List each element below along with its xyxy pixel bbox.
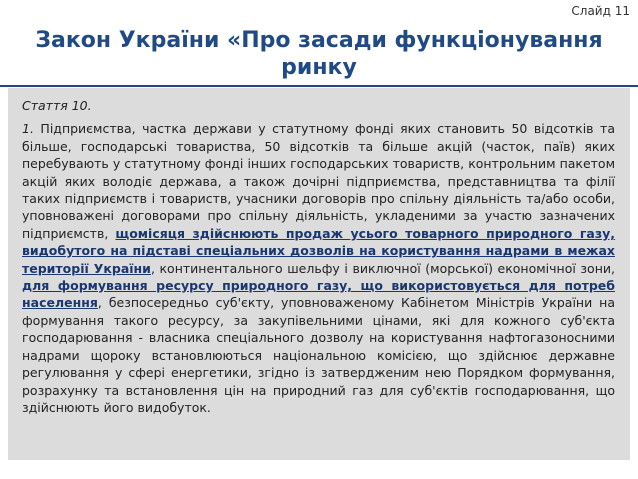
slide-number: Слайд 11 [571,4,630,18]
slide-title-line-1: Закон України «Про засади функціонування ринку [35,28,603,80]
paragraph-text-1: Підприємства, частка держави у статутному фонді яких становить 50 відсотків та більше, господарські товариства, 50 відсотків та більше акцій (часток, паїв) яких перебувають у статутному фонді інших господарських товариств, контрольним пакетом акцій яких володіє держава, а також дочірні підприємства, представництва та філії таких підприємств і товариств, учасники договорів про спільну діяльність та/або особи, уповноважені договорами про спільну діяльність, укладеними за участю зазначених підприємств, [22,121,615,241]
emphasis-population-resource: для формування ресурсу природного газу, що використовується для потреб населення [22,278,615,311]
paragraph-text-2: , континентального шельфу і виключної (морської) економічної зони, [150,260,615,276]
emphasis-monthly-sale: щомісяця здійснюють продаж усього товарного природного газу, видобутого на підставі спеціальних дозволів на користування надрами в межах території України [22,225,615,276]
paragraph-number: 1. [22,121,34,137]
article-paragraph [22,120,615,416]
paragraph-text-3: , безпосередньо суб'єкту, уповноваженому Кабінетом Міністрів України на формування такого ресурсу, за закупівельними цінами, які для кожного суб'єкта господарювання - власника спеціального дозволу на користування нафтогазоносними надрами щороку встановлюються національною комісією, що здійснює державне регулювання у сфері енергетики, згідно із затвердженим нею Порядком формування, розрахунку та встановлення цін на природний газ для суб'єктів господарювання, що здійснюють його видобуток. [22,295,615,415]
article-text [22,97,615,416]
title-divider [0,85,638,87]
article-heading: Стаття 10. [22,98,92,113]
